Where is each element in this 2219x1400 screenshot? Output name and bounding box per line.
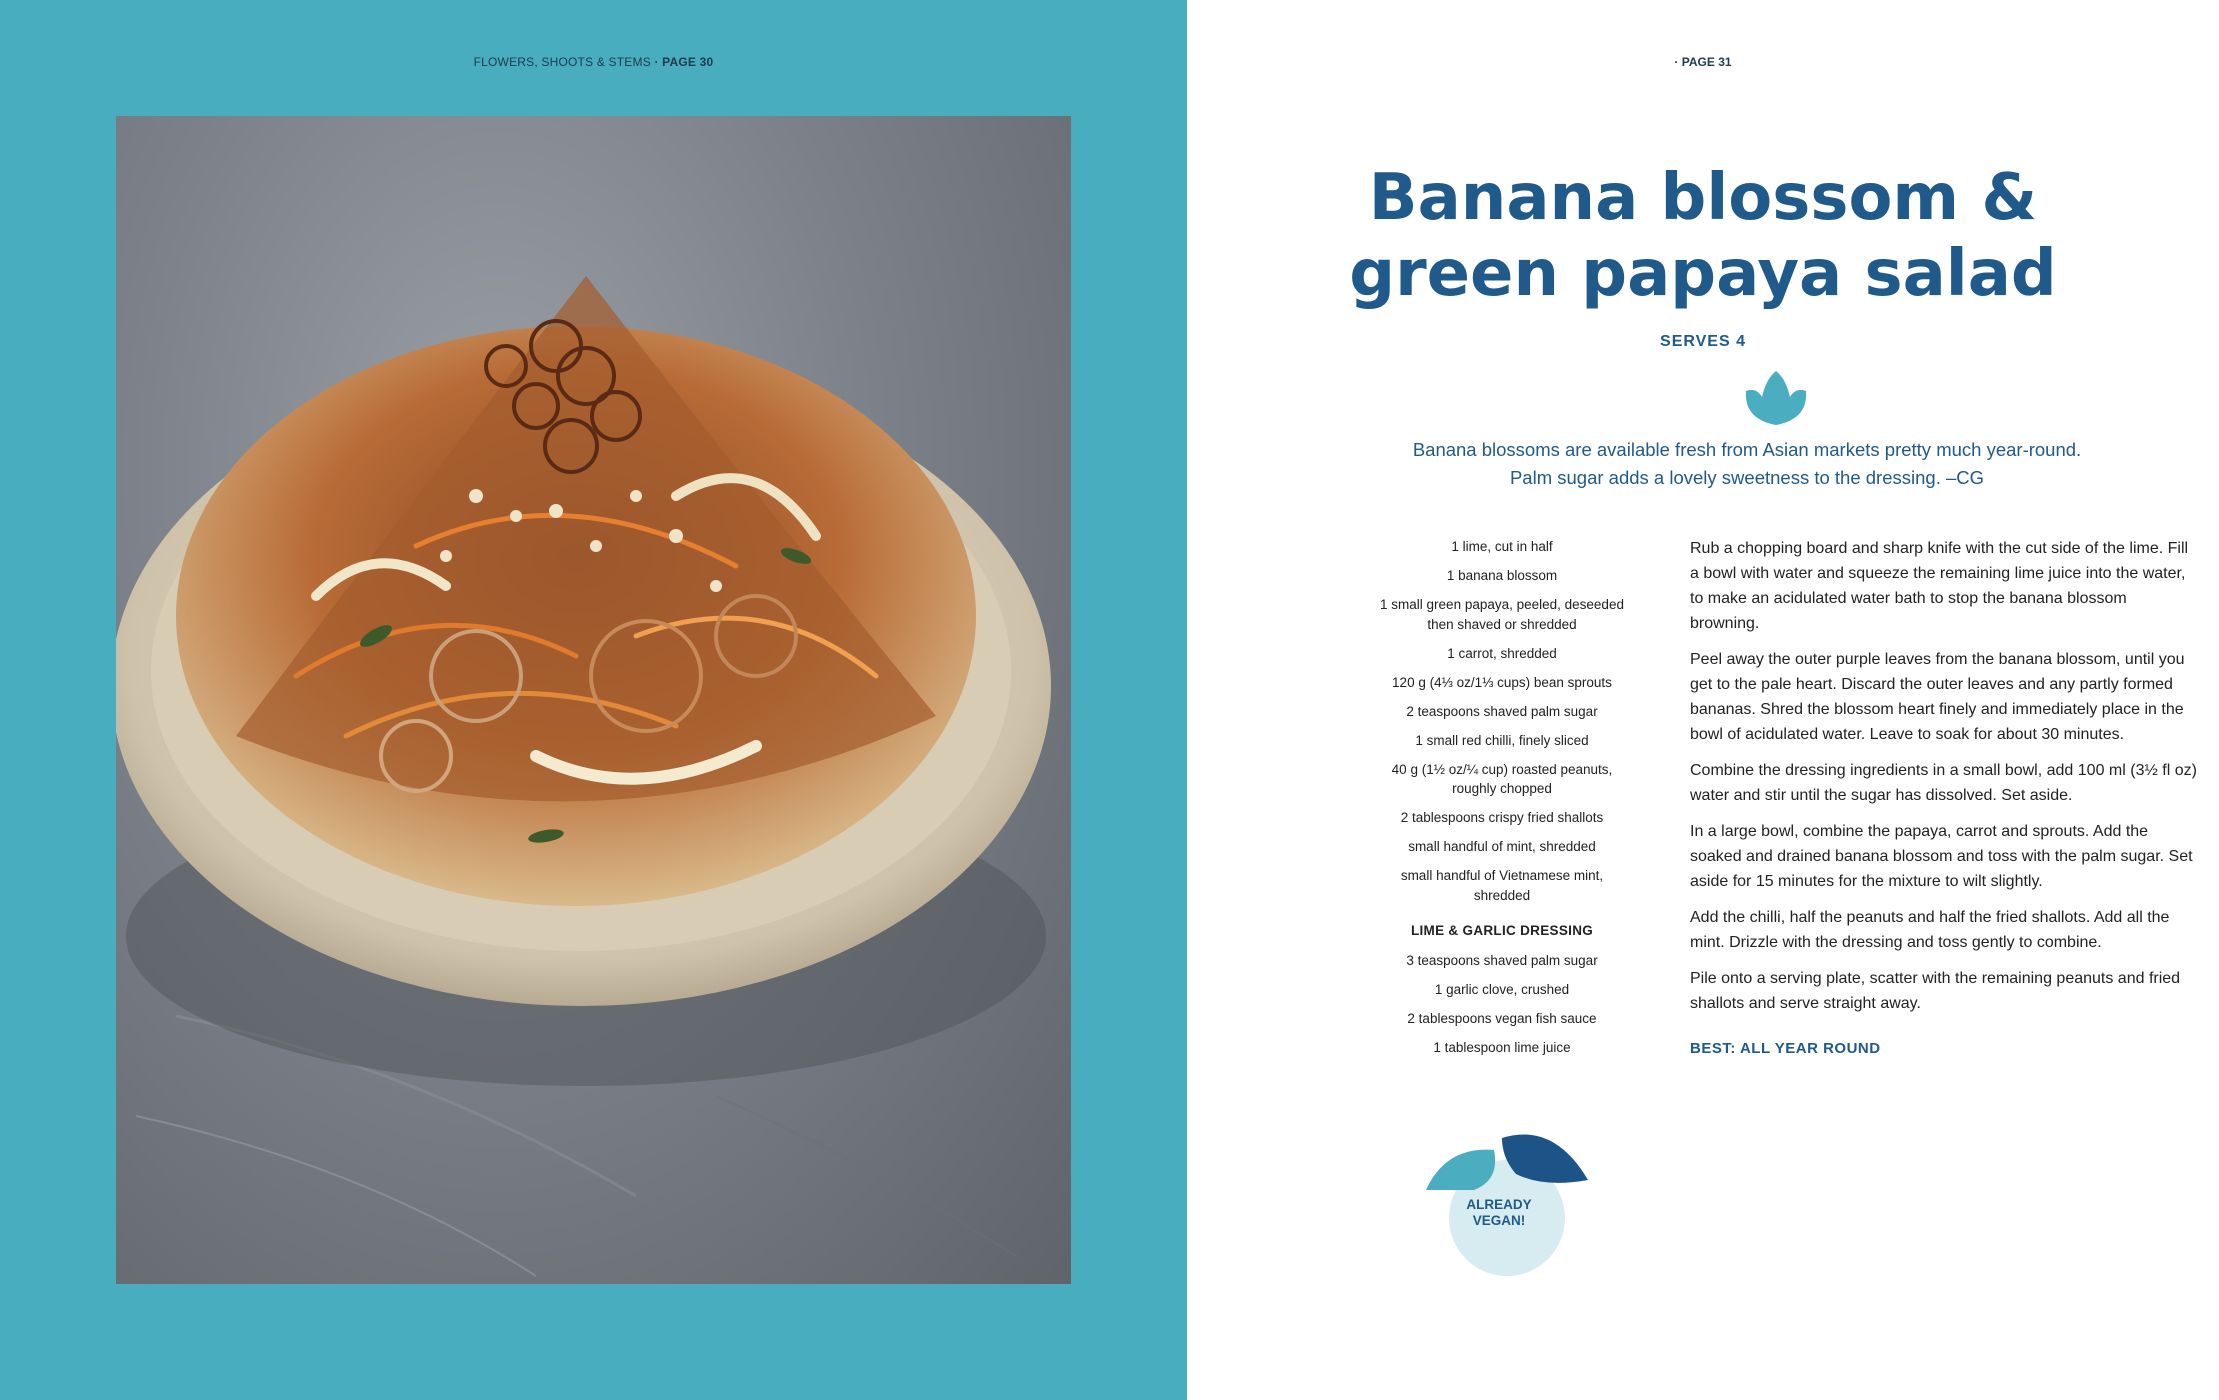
intro-line1: Banana blossoms are available fresh from Asian markets pretty much year-round. — [1412, 439, 2082, 460]
vegan-badge-text — [1449, 1197, 1549, 1229]
recipe-title-line2: green papaya salad — [1349, 237, 2057, 311]
salad-photo — [116, 116, 1071, 1284]
method-step: Add the chilli, half the peanuts and half the fried shallots. Add all the mint. Drizzle with the dressing and toss gently to combine. — [1690, 909, 2170, 951]
dressing-item: 3 teaspoons shaved palm sugar — [1406, 952, 1598, 968]
lotus-flower-icon — [1742, 369, 1810, 427]
ingredient-item: 1 carrot, shredded — [1447, 645, 1557, 661]
dressing-item: 1 garlic clove, crushed — [1434, 981, 1570, 997]
method-step: Rub a chopping board and sharp knife with the cut side of the lime. Fill a bowl with water and squeeze the remaining lime juice into the water, to make an acidulated water bath to stop the banana blossom browning. — [1690, 540, 2189, 632]
method-step: Combine the dressing ingredients in a small bowl, add 100 ml (3½ fl oz) water and stir until the sugar has dissolved. Set aside. — [1690, 762, 2197, 804]
dressing-item: 2 tablespoons vegan fish sauce — [1407, 1010, 1597, 1026]
ingredient-item: 2 tablespoons crispy fried shallots — [1400, 810, 1604, 825]
ingredient-item: small handful of Vietnamese mint, shredded — [1400, 868, 1604, 903]
page-number-left: · PAGE 30 — [654, 55, 714, 69]
ingredients-list — [1377, 537, 1627, 1067]
recipe-title-line1: Banana blossom & — [1368, 161, 2038, 235]
ingredient-item: 2 teaspoons shaved palm sugar — [1406, 703, 1598, 719]
badge-line1: ALREADY — [1466, 1197, 1532, 1212]
ingredient-item: 120 g (4⅓ oz/1⅓ cups) bean sprouts — [1392, 674, 1612, 690]
dressing-heading: LIME & GARLIC DRESSING — [1410, 923, 1594, 938]
salad-illustration — [116, 116, 1071, 1284]
running-head-left — [0, 55, 1187, 69]
ingredient-item: 1 small red chilli, finely sliced — [1415, 732, 1589, 748]
section-name: FLOWERS, SHOOTS & STEMS — [473, 55, 651, 69]
method-step: In a large bowl, combine the papaya, carrot and sprouts. Add the soaked and drained banana blossom and toss with the palm sugar. Set aside for 15 minutes for the mixture to wilt slightly. — [1690, 823, 2193, 890]
ingredient-item: 1 banana blossom — [1446, 568, 1558, 583]
method-steps — [1690, 536, 2200, 1061]
dressing-item: 1 tablespoon lime juice — [1433, 1039, 1571, 1055]
page-number-right: · PAGE 31 — [1674, 55, 1732, 69]
method-step: Peel away the outer purple leaves from the banana blossom, until you get to the pale heart. Discard the outer leaves and any partly formed bananas. Shred the blossom heart finely and immediately place in the bowl of acidulated water. Leave to soak for about 30 minutes. — [1690, 651, 2185, 743]
right-page — [1187, 0, 2219, 1400]
ingredient-item: small handful of mint, shredded — [1408, 839, 1596, 854]
ingredient-item: 1 small green papaya, peeled, deseeded then shaved or shredded — [1380, 597, 1624, 632]
intro-text — [1387, 436, 2107, 492]
intro-line2: Palm sugar adds a lovely sweetness to the dressing. –CG — [1509, 467, 1985, 488]
method-step: Pile onto a serving plate, scatter with the remaining peanuts and fried shallots and serve straight away. — [1690, 970, 2181, 1012]
badge-line2: VEGAN! — [1472, 1213, 1526, 1228]
ingredient-item: 1 lime, cut in half — [1451, 539, 1553, 554]
ingredient-item: 40 g (1½ oz/¼ cup) roasted peanuts, roughly chopped — [1391, 761, 1613, 796]
serves-label: SERVES 4 — [1660, 333, 1746, 350]
best-season: BEST: ALL YEAR ROUND — [1690, 1040, 1881, 1057]
recipe-title — [1187, 160, 2219, 312]
